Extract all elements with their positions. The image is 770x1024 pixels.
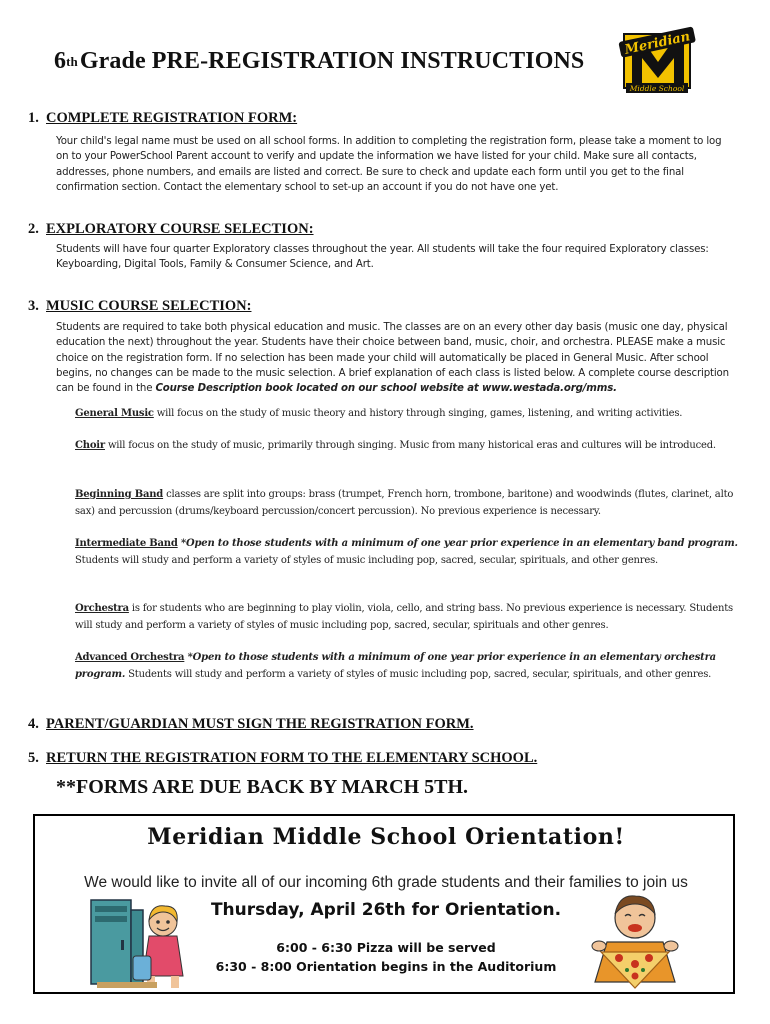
course-text: will focus on the study of music theory and history through singing, games, listening, and writing activities. — [153, 408, 683, 419]
course-note: *Open to those students with a minimum of one year prior experience in an elementary band program. — [177, 538, 738, 549]
section-5-number: 5. — [28, 750, 39, 766]
title-suffix: th — [66, 54, 78, 69]
orientation-box — [33, 814, 735, 994]
course-general-music — [75, 405, 740, 422]
course-choir — [75, 437, 740, 454]
course-note: *Open to those students with a minimum of one year prior experience in an elementary orchestra program. — [75, 652, 716, 680]
section-5-heading — [28, 750, 537, 767]
section-2-body: Students will have four quarter Exploratory classes throughout the year. All students will take the four required Exploratory classes: Keyboarding, Digital Tools, Family & Consumer Science, and Art. — [56, 244, 709, 271]
orientation-schedule-pizza: 6:00 - 6:30 Pizza will be served — [276, 940, 496, 955]
section-1-body: Your child's legal name must be used on all school forms. In addition to completing the registration form, please take a moment to log on to your PowerSchool Parent account to verify and update the information we have listed for your child. Make sure all contacts, addresses, phone numbers, and emails are listed and correct. Be sure to check and update each form until you get to the final confirmation section. Contact the elementary school to set-up an account if you do not have one yet. — [56, 136, 722, 193]
section-2-heading — [28, 221, 314, 238]
school-logo-icon — [618, 26, 698, 94]
page-title — [54, 48, 584, 75]
course-text: will focus on the study of music, primarily through singing. Music from many historical eras and cultures will be introduced. — [104, 440, 716, 451]
logo-subtext: Middle School — [629, 84, 685, 93]
course-name: Orchestra — [75, 603, 129, 614]
logo-text: Meridian — [623, 29, 692, 58]
course-name: General Music — [75, 408, 154, 419]
course-text: is for students who are beginning to play violin, viola, cello, and string bass. No previous experience is necessary. Students will study and perform a variety of styles of music including pop, sacred, secular, spirituals and other genres. — [75, 603, 733, 631]
course-intermediate-band — [75, 535, 740, 569]
pizza-kid-clipart-icon — [589, 892, 681, 990]
course-text: Students will study and perform a variety of styles of music including pop, sacred, secular, spirituals, and other genres. — [125, 669, 712, 680]
course-orchestra — [75, 600, 740, 634]
section-2-number: 2. — [28, 221, 39, 237]
orientation-date: Thursday, April 26th for Orientation. — [210, 900, 562, 920]
section-3-number: 3. — [28, 298, 39, 314]
section-5-label: RETURN THE REGISTRATION FORM TO THE ELEMENTARY SCHOOL. — [46, 750, 538, 766]
due-date-notice: **FORMS ARE DUE BACK BY MARCH 5TH. — [56, 776, 469, 798]
section-3-label: MUSIC COURSE SELECTION: — [46, 298, 252, 314]
course-text: classes are split into groups: brass (trumpet, French horn, trombone, baritone) and woodwinds (flutes, clarinet, alto sax) and percussion (drums/keyboard percussion/concert percussion). No previous experience is necessary. — [75, 489, 734, 517]
section-1-heading — [28, 110, 297, 127]
section-4-heading — [28, 716, 474, 733]
course-text: Students will study and perform a variety of styles of music including pop, sacred, secular, spirituals, and other genres. — [75, 555, 658, 566]
orientation-title: Meridian Middle School Orientation! — [147, 824, 625, 850]
student-locker-clipart-icon — [87, 896, 197, 992]
section-3-heading — [28, 298, 251, 315]
course-advanced-orchestra — [75, 649, 740, 683]
orientation-schedule-program: 6:30 - 8:00 Orientation begins in the Auditorium — [215, 959, 557, 974]
course-beginning-band — [75, 486, 740, 520]
course-name: Advanced Orchestra — [75, 652, 185, 663]
course-name: Beginning Band — [75, 489, 164, 500]
section-4-number: 4. — [28, 716, 39, 732]
orientation-invite: We would like to invite all of our incoming 6th grade students and their families to join us — [84, 874, 688, 891]
course-name: Intermediate Band — [75, 538, 178, 549]
section-2-label: EXPLORATORY COURSE SELECTION: — [46, 221, 314, 237]
section-1-label: COMPLETE REGISTRATION FORM: — [46, 110, 298, 126]
course-name: Choir — [75, 440, 105, 451]
section-1-number: 1. — [28, 110, 39, 126]
section-4-label: PARENT/GUARDIAN MUST SIGN THE REGISTRATION FORM. — [46, 716, 474, 732]
title-number: 6 — [54, 48, 67, 74]
title-text: Grade PRE-REGISTRATION INSTRUCTIONS — [79, 48, 585, 74]
section-3-body — [56, 320, 736, 396]
course-description-link-text: Course Description book located on our school website at www.westada.org/mms. — [155, 383, 617, 395]
section-3-body-text: Students are required to take both physical education and music. The classes are on an every other day basis (music one day, physical education the next) throughout the year. Students have their choice between band, music, choir, and orchestra. PLEASE make a music choice on the registration form. If no selection has been made your child will automatically be placed in General Music. After school begins, no changes can be made to the music selection. A brief explanation of each class is listed below. A complete course description can be found in the — [56, 322, 729, 395]
